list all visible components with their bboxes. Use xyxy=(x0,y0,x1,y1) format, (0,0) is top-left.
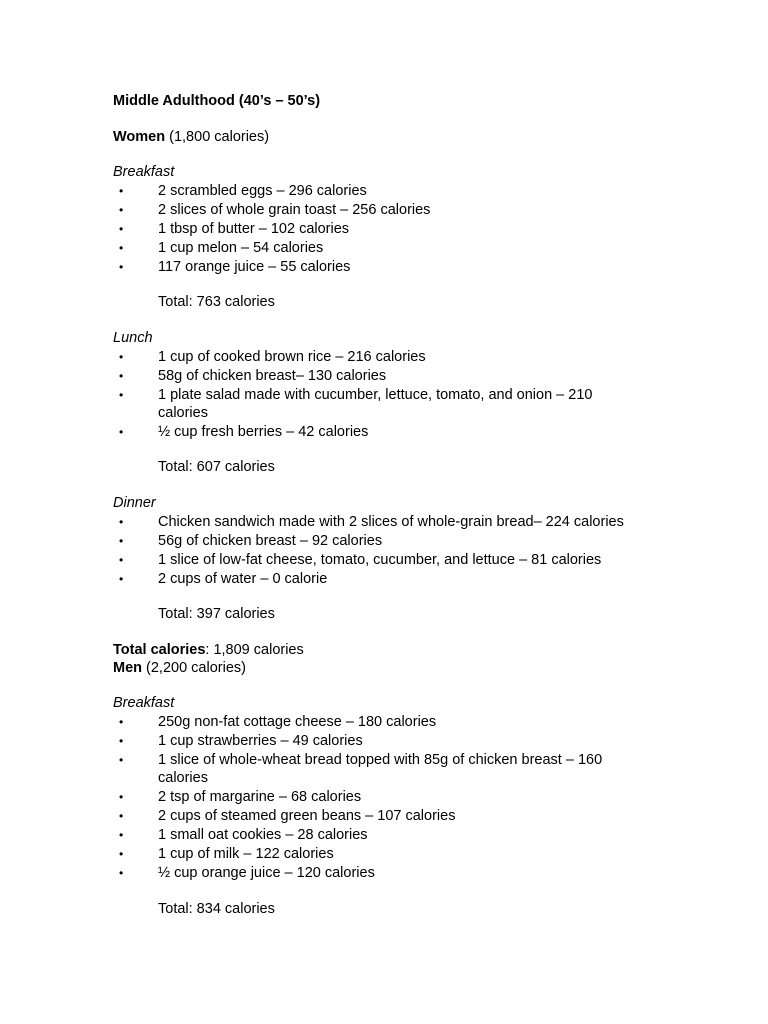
bullet: • xyxy=(119,790,124,804)
women-breakfast-total: Total: 763 calories xyxy=(158,294,275,310)
grand-total-value: : 1,809 calories xyxy=(205,642,304,658)
bullet: • xyxy=(119,369,124,383)
bullet: • xyxy=(119,241,124,255)
women-dinner-heading: Dinner xyxy=(113,495,156,511)
men-breakfast-total: Total: 834 calories xyxy=(158,901,275,917)
men-label: Men xyxy=(113,660,142,676)
grand-total-label: Total calories xyxy=(113,642,206,658)
men-heading xyxy=(113,659,246,677)
bullet: • xyxy=(119,715,124,729)
bullet: • xyxy=(119,572,124,586)
bullet: • xyxy=(119,222,124,236)
bullet: • xyxy=(119,809,124,823)
bullet: • xyxy=(119,534,124,548)
bullet: • xyxy=(119,515,124,529)
bullet: • xyxy=(119,203,124,217)
women-breakfast-heading: Breakfast xyxy=(113,164,175,180)
bullet: • xyxy=(119,866,124,880)
women-grand-total xyxy=(113,641,304,659)
list-item-continuation: calories xyxy=(158,405,208,421)
bullet: • xyxy=(119,753,124,767)
document-page: Middle Adulthood (40’s – 50’s) Women (1,800 calories) Breakfast • 2 scrambled eggs – 296 calories • 2 slices of whole grain toast – 256 calories • 1 tbsp of butter – 102 calories • 1 cup melon – 54 calories • 117 orange juice – 55 calories Total: 763 calories Lunch • 1 cup of cooked brown rice – 216 calories • 58g of chicken breast– 130 calories • 1 plate salad made with cucumber, lettuce, tomato, and onion – 210 calories • ½ cup fresh berries – 42 calories Total: 607 calories Dinner • Chicken sandwich made with 2 slices of whole-grain bread– 224 calories • 56g of chicken breast – 92 calories • 1 slice of low-fat cheese, tomato, cucumber, and lettuce – 81 calories • 2 cups of water – 0 calorie Total: 397 calories Total calories: 1,809 calories Men (2,200 calories) Breakfast • 250g non-fat cottage cheese – 180 calories • 1 cup strawberries – 49 calories • 1 slice of whole-wheat bread topped with 85g of chicken breast – 160 calories • 2 tsp of margarine – 68 calories • 2 cups of steamed green beans – 107 calories • 1 small oat cookies – 28 calories • 1 cup of milk – 122 calories • ½ cup orange juice – 120 calories Total: 834 calories xyxy=(113,93,624,917)
men-breakfast-heading: Breakfast xyxy=(113,695,175,711)
women-heading xyxy=(113,128,269,146)
bullet: • xyxy=(119,425,124,439)
list-item-continuation: calories xyxy=(158,770,208,786)
bullet: • xyxy=(119,828,124,842)
women-calories-note: (1,800 calories) xyxy=(169,129,270,145)
bullet: • xyxy=(119,734,124,748)
women-lunch-heading: Lunch xyxy=(113,330,153,346)
women-dinner-total: Total: 397 calories xyxy=(158,606,275,622)
bullet: • xyxy=(119,847,124,861)
bullet: • xyxy=(119,553,124,567)
bullet: • xyxy=(119,388,124,402)
bullet: • xyxy=(119,350,124,364)
bullet: • xyxy=(119,260,124,274)
page-title: Middle Adulthood (40’s – 50’s) xyxy=(113,93,321,109)
men-calories-note: (2,200 calories) xyxy=(146,660,246,676)
bullet: • xyxy=(119,184,124,198)
women-label: Women xyxy=(113,129,166,145)
women-lunch-total: Total: 607 calories xyxy=(158,459,275,475)
